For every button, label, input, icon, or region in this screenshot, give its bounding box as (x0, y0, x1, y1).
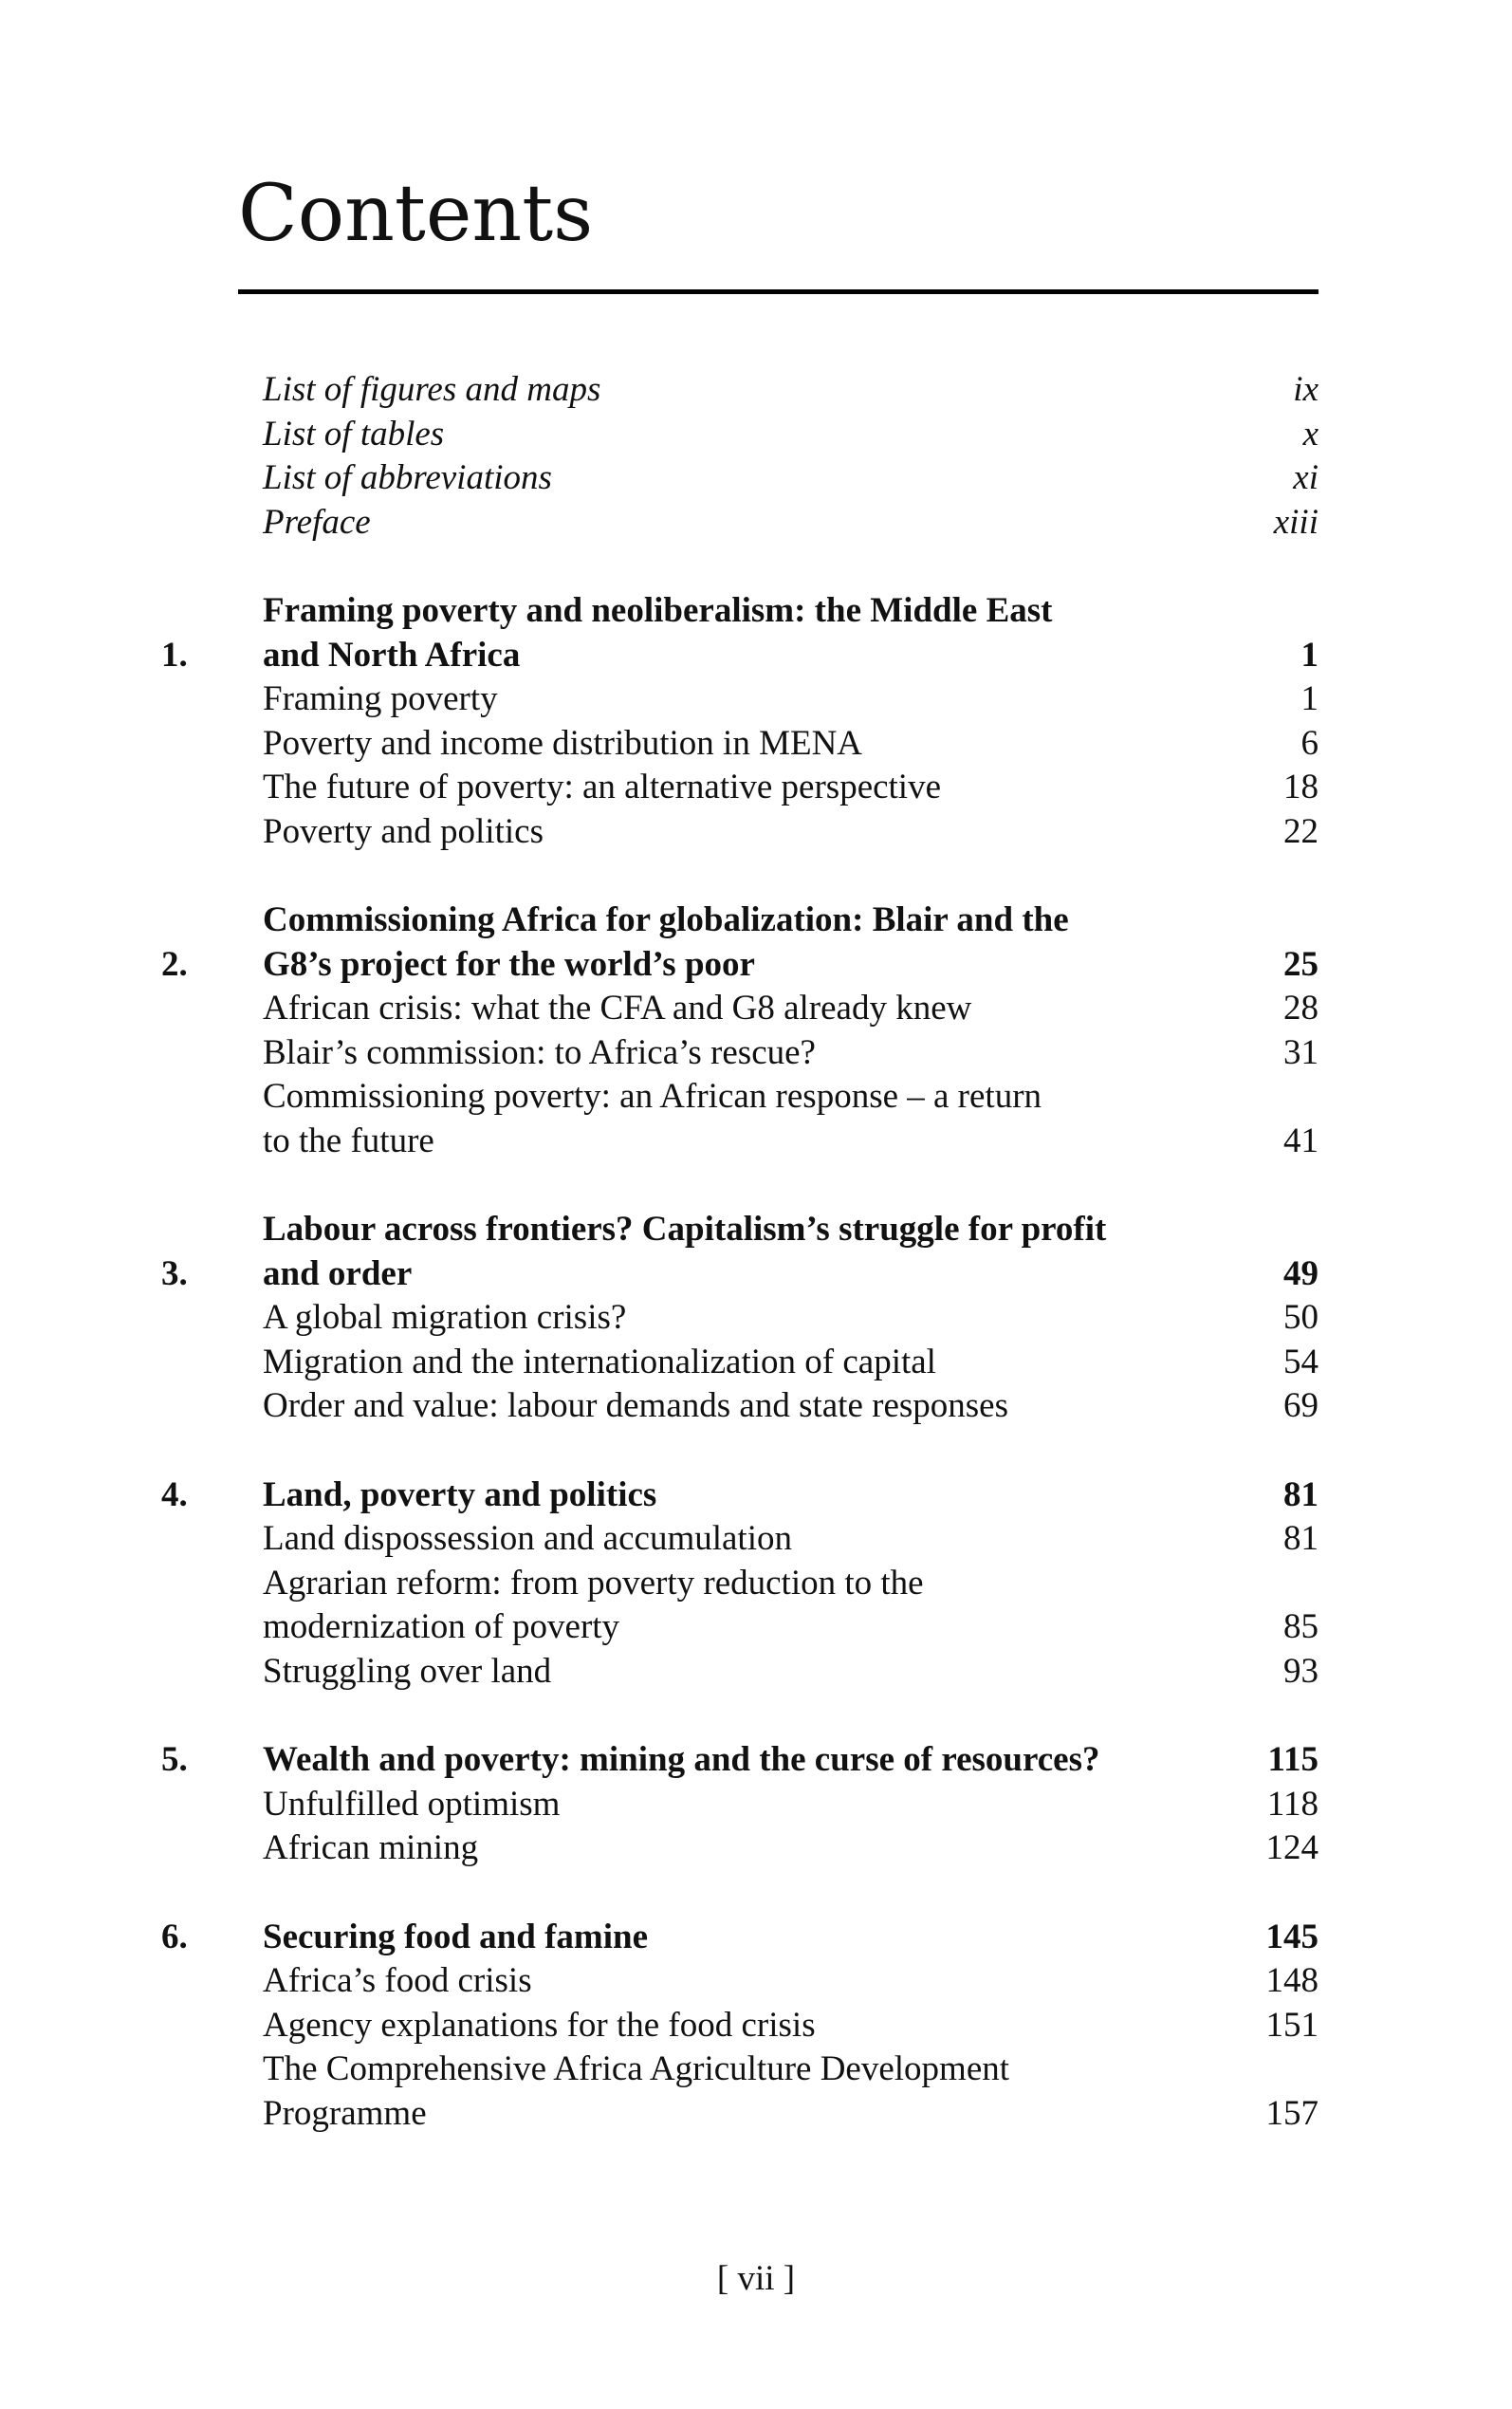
section-entry[interactable] (161, 1959, 1318, 2004)
toc-entry-title (263, 1031, 1255, 1076)
toc-page-number: 118 (1266, 1784, 1318, 1824)
toc-entry-line: Unfulfilled optimism (263, 1784, 561, 1824)
toc-number: 3. (161, 1253, 188, 1293)
toc-entry-line: modernization of poverty (263, 1607, 620, 1646)
toc-entry-title (263, 1959, 1238, 2004)
chapter-group (161, 1473, 1318, 1695)
chapter-entry[interactable] (161, 1208, 1318, 1296)
toc-page-number: 50 (1283, 1298, 1318, 1337)
toc-entry-line: Poverty and politics (263, 811, 544, 851)
toc-entry-title (263, 1783, 1239, 1827)
toc-entry-title (263, 2048, 1238, 2136)
front-matter-entry[interactable] (161, 368, 1318, 413)
section-entry[interactable] (161, 987, 1318, 1031)
toc-entry-title (263, 1341, 1255, 1385)
toc-entry-line: G8’s project for the world’s poor (263, 944, 755, 984)
group-spacer (161, 1429, 1318, 1473)
chapter-entry[interactable] (161, 589, 1318, 677)
toc-number: 6. (161, 1917, 188, 1956)
title-rule (238, 289, 1318, 294)
toc-entry-line: and North Africa (263, 635, 521, 675)
toc-entry-line: to the future (263, 1121, 434, 1160)
toc-entry-title (263, 677, 1273, 722)
toc-entry-title (263, 368, 1264, 413)
toc-number: 2. (161, 944, 188, 984)
toc-page-number: xiii (1273, 502, 1318, 542)
section-entry[interactable] (161, 1075, 1318, 1163)
toc-entry-title (263, 1075, 1255, 1163)
chapter-entry[interactable] (161, 1916, 1318, 1960)
toc-number: 1. (161, 635, 188, 675)
toc-page-number: 148 (1265, 1961, 1318, 2000)
toc-entry-title (263, 1650, 1255, 1695)
front-matter-entry[interactable] (161, 413, 1318, 457)
chapter-group (161, 1916, 1318, 2137)
toc-entry-line: Order and value: labour demands and state responses (263, 1386, 1008, 1425)
toc-page-number: 81 (1283, 1519, 1318, 1558)
toc-entry-title (263, 766, 1255, 810)
toc-page-number: 81 (1283, 1474, 1318, 1514)
toc-entry-line: African crisis: what the CFA and G8 already knew (263, 989, 972, 1028)
front-matter-entry[interactable] (161, 456, 1318, 501)
toc-entry-title (263, 1738, 1240, 1783)
toc-entry-line: Agrarian reform: from poverty reduction to the (263, 1563, 924, 1603)
toc-page-number: 1 (1300, 635, 1318, 675)
toc-entry-title (263, 810, 1255, 855)
section-entry[interactable] (161, 810, 1318, 855)
section-entry[interactable] (161, 1783, 1318, 1827)
front-matter-list (161, 368, 1318, 545)
toc-entry-line: Labour across frontiers? Capitalism’s struggle for profit (263, 1210, 1107, 1249)
toc-entry-title (263, 899, 1255, 987)
toc-page-number: 93 (1283, 1651, 1318, 1691)
toc-entry-line: and order (263, 1253, 413, 1293)
toc-entry-title (263, 722, 1273, 767)
toc-entry-title (263, 1473, 1255, 1518)
group-spacer (161, 1163, 1318, 1208)
toc-entry-line: List of abbreviations (263, 458, 552, 497)
toc-page-number: 31 (1283, 1032, 1318, 1072)
toc-page-number: 157 (1265, 2093, 1318, 2133)
toc-page-number: x (1302, 414, 1318, 454)
toc-page-number: 151 (1265, 2005, 1318, 2045)
page-folio: [ vii ] (716, 2259, 796, 2298)
toc-page-number: 115 (1267, 1740, 1318, 1779)
section-entry[interactable] (161, 722, 1318, 767)
toc-page-number: 25 (1283, 944, 1318, 984)
toc-page-number: 1 (1300, 679, 1318, 718)
chapter-entry[interactable] (161, 1473, 1318, 1518)
toc-entry-title (263, 456, 1264, 501)
toc-page-number: 41 (1283, 1121, 1318, 1160)
section-entry[interactable] (161, 1296, 1318, 1341)
toc-entry-line: Commissioning Africa for globalization: Blair and the (263, 900, 1069, 939)
chapter-group (161, 1738, 1318, 1871)
toc-entry-line: Land, poverty and politics (263, 1474, 657, 1514)
toc-entry-title (263, 589, 1273, 677)
chapter-group (161, 1208, 1318, 1429)
toc-entry-title (263, 1562, 1255, 1650)
chapter-entry[interactable] (161, 1738, 1318, 1783)
toc-entry-line: Migration and the internationalization of capital (263, 1342, 936, 1381)
section-entry[interactable] (161, 1650, 1318, 1695)
toc-entry-title (263, 987, 1255, 1031)
toc-page-number: 145 (1265, 1917, 1318, 1956)
toc-entry-line: Commissioning poverty: an African response – a return (263, 1077, 1042, 1116)
toc-page-number: 85 (1283, 1607, 1318, 1646)
toc-entry-line: Programme (263, 2093, 427, 2133)
section-entry[interactable] (161, 1562, 1318, 1650)
toc-entry-line: Agency explanations for the food crisis (263, 2005, 816, 2045)
chapter-group (161, 899, 1318, 1163)
toc-entry-title (263, 413, 1275, 457)
toc-entry-line: Poverty and income distribution in MENA (263, 723, 863, 763)
chapter-entry[interactable] (161, 899, 1318, 987)
toc-page-number: 49 (1283, 1253, 1318, 1293)
toc-page-number: 124 (1265, 1828, 1318, 1867)
toc-page-number: 22 (1283, 811, 1318, 851)
toc-entry-line: Framing poverty and neoliberalism: the Middle East (263, 591, 1053, 630)
toc-entry-title (263, 1384, 1255, 1429)
section-entry[interactable] (161, 1517, 1318, 1562)
section-entry[interactable] (161, 2004, 1318, 2048)
toc-entry-line: Securing food and famine (263, 1917, 649, 1956)
group-spacer (161, 1871, 1318, 1916)
toc-entry-title (263, 1517, 1255, 1562)
toc-page-number: 28 (1283, 989, 1318, 1028)
group-spacer (161, 545, 1318, 589)
toc-page-number: 18 (1283, 768, 1318, 806)
toc-entry-title (263, 1916, 1238, 1960)
toc-entry-line: Land dispossession and accumulation (263, 1519, 792, 1558)
toc-entry-line: Blair’s commission: to Africa’s rescue? (263, 1032, 816, 1072)
section-entry[interactable] (161, 1384, 1318, 1429)
toc-entry-line: African mining (263, 1828, 479, 1867)
group-spacer (161, 854, 1318, 899)
toc-entry-line: Africa’s food crisis (263, 1961, 532, 2000)
toc-page-number: xi (1293, 458, 1318, 497)
toc-entry-line: Wealth and poverty: mining and the curse of resources? (263, 1740, 1100, 1779)
toc-page-number: 6 (1300, 723, 1318, 763)
front-matter-entry[interactable] (161, 501, 1318, 546)
toc-entry-line: List of tables (263, 414, 445, 454)
section-entry[interactable] (161, 766, 1318, 810)
toc-entry-title (263, 1296, 1255, 1341)
toc-entry-line: A global migration crisis? (263, 1298, 627, 1337)
table-of-contents (161, 368, 1318, 2136)
toc-entry-line: The future of poverty: an alternative perspective (263, 768, 942, 806)
section-entry[interactable] (161, 677, 1318, 722)
toc-page-number: ix (1293, 370, 1318, 409)
toc-entry-line: Struggling over land (263, 1651, 552, 1691)
toc-entry-title (263, 1208, 1255, 1296)
section-entry[interactable] (161, 2048, 1318, 2136)
toc-entry-title (263, 501, 1245, 546)
toc-entry-title (263, 2004, 1238, 2048)
section-entry[interactable] (161, 1826, 1318, 1871)
toc-page-number: 54 (1283, 1342, 1318, 1381)
section-entry[interactable] (161, 1031, 1318, 1076)
toc-entry-line: The Comprehensive Africa Agriculture Development (263, 2049, 1010, 2088)
chapter-group (161, 589, 1318, 854)
section-entry[interactable] (161, 1341, 1318, 1385)
toc-entry-title (263, 1826, 1238, 1871)
toc-entry-line: Framing poverty (263, 679, 498, 718)
toc-entry-line: List of figures and maps (263, 370, 601, 409)
toc-page-number: 69 (1283, 1386, 1318, 1425)
page-title: Contents (238, 169, 594, 259)
toc-number: 5. (161, 1740, 188, 1779)
group-spacer (161, 1694, 1318, 1738)
toc-entry-line: Preface (263, 502, 371, 542)
toc-number: 4. (161, 1474, 188, 1514)
